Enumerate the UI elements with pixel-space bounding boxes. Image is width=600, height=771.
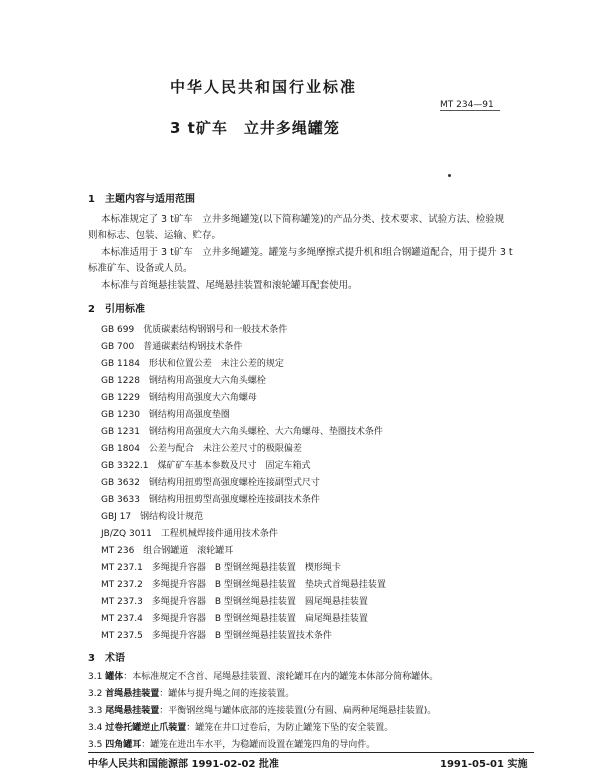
term-definition: ：罐笼在进出车水平，为稳罐而设置在罐笼四角的导向件。 (141, 740, 376, 750)
implementation-date: 1991-05-01 实施 (440, 759, 528, 770)
section-1-heading: 1 主题内容与适用范围 (88, 194, 195, 205)
reference-item: MT 237.3 多绳提升容器 B 型钢丝绳悬挂装置 圆尾绳悬挂装置 (101, 597, 368, 607)
code-underline (440, 110, 500, 111)
reference-item: GB 699 优质碳素结构钢钢号和一般技术条件 (101, 325, 288, 335)
term-item (88, 720, 393, 733)
reference-item: GB 1229 钢结构用高强度大六角螺母 (101, 393, 257, 403)
term-number: 3.2 (88, 689, 103, 699)
reference-item: GB 3633 钢结构用扭剪型高强度螺栓连接副技术条件 (101, 495, 320, 505)
section-1-para-2-line-1: 本标准适用于 3 t矿车 立井多绳罐笼。罐笼与多绳摩擦式提升机和组合钢罐道配合，用于提升 3 t (101, 247, 513, 258)
section-3-heading: 3 术语 (88, 653, 125, 664)
term-definition: ：平衡钢丝绳与罐体底部的连接装置(分有圆、扁两种尾绳悬挂装置)。 (159, 706, 437, 716)
term-name: 首绳悬挂装置 (105, 689, 160, 699)
term-item (88, 737, 375, 750)
term-name: 罐体 (105, 672, 124, 682)
reference-item: GB 3632 钢结构用扭剪型高强度螺栓连接副型式尺寸 (101, 478, 320, 488)
reference-item: MT 237.4 多绳提升容器 B 型钢丝绳悬挂装置 扁尾绳悬挂装置 (101, 614, 368, 624)
term-number: 3.3 (88, 706, 103, 716)
reference-item: MT 237.1 多绳提升容器 B 型钢丝绳悬挂装置 楔形绳卡 (101, 563, 341, 573)
standard-code: MT 234—91 (440, 100, 494, 110)
section-1-para-3: 本标准与首绳悬挂装置、尾绳悬挂装置和滚轮罐耳配套使用。 (101, 280, 358, 291)
section-1-para-1-line-2: 则和标志、包装、运输、贮存。 (88, 230, 222, 241)
term-name: 尾绳悬挂装置 (105, 706, 160, 716)
reference-item: JB/ZQ 3011 工程机械焊接件通用技术条件 (101, 529, 278, 539)
reference-item: GB 1804 公差与配合 未注公差尺寸的极限偏差 (101, 444, 302, 454)
reference-item: GB 700 普通碳素结构钢技术条件 (101, 342, 243, 352)
term-item (88, 686, 294, 699)
term-item (88, 669, 438, 682)
term-definition: ：本标准规定不含首、尾绳悬挂装置、滚轮罐耳在内的罐笼本体部分简称罐体。 (123, 672, 439, 682)
reference-item: GB 1231 钢结构用高强度大六角头螺栓、大六角螺母、垫圈技术条件 (101, 427, 383, 437)
reference-item: GB 1230 钢结构用高强度垫圈 (101, 410, 230, 420)
term-definition: ：罐笼在井口过卷后，为防止罐笼下坠的安全装置。 (186, 723, 394, 733)
reference-item: MT 236 组合钢罐道 滚轮罐耳 (101, 546, 234, 556)
reference-item: GB 3322.1 煤矿矿车基本参数及尺寸 固定车箱式 (101, 461, 311, 471)
doc-title: 3 t矿车 立井多绳罐笼 (170, 119, 340, 137)
footer-divider (88, 752, 534, 753)
term-name: 过卷托罐逆止爪装置 (105, 723, 187, 733)
section-1-para-2-line-2: 标准矿车、设备或人员。 (88, 263, 193, 274)
term-number: 3.4 (88, 723, 103, 733)
term-item (88, 703, 436, 716)
term-number: 3.5 (88, 740, 103, 750)
term-number: 3.1 (88, 672, 103, 682)
term-name: 四角罐耳 (105, 740, 142, 750)
section-1-para-1-line-1: 本标准规定了 3 t矿车 立井多绳罐笼(以下简称罐笼)的产品分类、技术要求、试验方法、检验规 (101, 214, 505, 225)
approval-line: 中华人民共和国能源部 1991-02-02 批准 (88, 759, 279, 770)
reference-item: MT 237.5 多绳提升容器 B 型钢丝绳悬挂装置技术条件 (101, 631, 332, 641)
term-definition: ：罐体与提升绳之间的连接装置。 (159, 689, 295, 699)
reference-item: GB 1184 形状和位置公差 未注公差的规定 (101, 359, 284, 369)
reference-item: MT 237.2 多绳提升容器 B 型钢丝绳悬挂装置 垫块式首绳悬挂装置 (101, 580, 386, 590)
org-title: 中华人民共和国行业标准 (170, 78, 358, 96)
speck-mark (448, 174, 451, 177)
reference-item: GB 1228 钢结构用高强度大六角头螺栓 (101, 376, 266, 386)
section-2-heading: 2 引用标准 (88, 304, 145, 315)
reference-item: GBJ 17 钢结构设计规范 (101, 512, 204, 522)
